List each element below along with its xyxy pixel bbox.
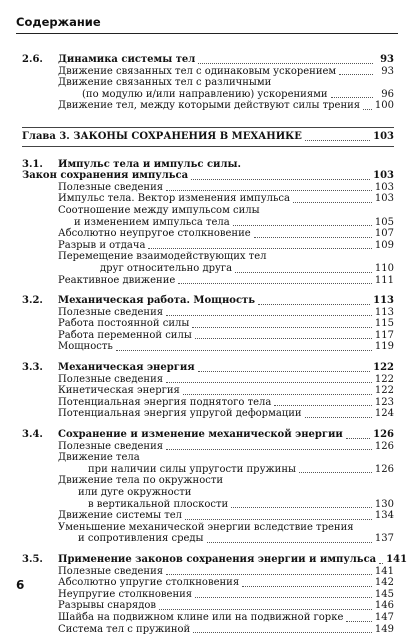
section-title: Сохранение и изменение механической энергии <box>58 429 343 441</box>
page-number: 122 <box>374 373 394 385</box>
leader-dots <box>293 202 372 203</box>
entry-title: Движение тел, между которыми действуют силы трения <box>58 100 361 112</box>
entry-title: Уменьшение механической энергии вследствие трения <box>58 521 354 533</box>
leader-dots <box>235 272 372 273</box>
page-folio: 6 <box>16 578 25 592</box>
leader-dots <box>166 449 372 450</box>
page-number: 103 <box>373 130 394 142</box>
toc-entry-continuation[interactable] <box>22 499 394 511</box>
section-number: 3.5. <box>22 553 43 565</box>
section-number: 2.6. <box>22 54 43 65</box>
divider <box>22 146 394 147</box>
page-number: 93 <box>381 65 394 77</box>
page-number: 119 <box>374 341 394 353</box>
page-number: 103 <box>374 181 394 193</box>
page-number: 123 <box>374 396 394 408</box>
toc-entry[interactable] <box>22 624 394 635</box>
leader-dots <box>274 405 372 406</box>
toc-entry-continuation[interactable] <box>22 487 394 499</box>
chapter-title: Глава 3. ЗАКОНЫ СОХРАНЕНИЯ В МЕХАНИКЕ <box>22 130 302 142</box>
section-title: Динамика системы тел <box>58 54 196 65</box>
header-title: Содержание <box>16 15 101 29</box>
entry-title: Импульс тела. Вектор изменения импульса <box>58 193 290 205</box>
page-number: 122 <box>374 385 394 397</box>
page-number: 105 <box>374 216 394 228</box>
entry-title: Абсолютно упругие столкновения <box>58 577 240 589</box>
leader-dots <box>339 74 373 75</box>
toc-section-3-1-cont[interactable] <box>22 170 394 182</box>
page-number: 142 <box>374 577 394 589</box>
page-number: 103 <box>373 170 394 182</box>
leader-dots <box>258 304 370 305</box>
toc-entry[interactable] <box>22 66 394 78</box>
page-number: 134 <box>374 510 394 522</box>
page-number: 103 <box>374 193 394 205</box>
toc-entry[interactable] <box>22 77 394 89</box>
toc-entry[interactable] <box>22 385 394 397</box>
entry-title: Абсолютно неупругое столкновение <box>58 228 251 240</box>
running-header <box>16 10 398 34</box>
entry-title: Движение связанных тел с одинаковым ускорением <box>58 65 337 77</box>
leader-dots <box>198 63 373 64</box>
leader-dots <box>192 327 372 328</box>
entry-title: Полезные сведения <box>58 565 164 577</box>
page-number: 110 <box>374 262 394 274</box>
section-number: 3.1. <box>22 158 43 170</box>
page-number: 115 <box>374 318 394 330</box>
table-of-contents <box>22 54 408 635</box>
leader-dots <box>299 472 372 473</box>
leader-dots <box>195 338 372 339</box>
toc-entry[interactable] <box>22 566 394 578</box>
entry-title: Мощность <box>58 341 113 353</box>
leader-dots <box>193 632 372 633</box>
entry-title: Реактивное движение <box>58 274 176 286</box>
toc-entry-continuation[interactable] <box>22 89 394 101</box>
entry-title: при наличии силы упругости пружины <box>88 463 296 475</box>
page-number: 113 <box>374 306 394 318</box>
toc-entry[interactable] <box>22 275 394 287</box>
toc-entry-continuation[interactable] <box>22 217 394 229</box>
toc-entry[interactable] <box>22 510 394 522</box>
toc-entry[interactable] <box>22 374 394 386</box>
toc-entry[interactable] <box>22 452 394 464</box>
entry-title: Перемещение взаимодействующих тел <box>58 251 267 263</box>
page-number: 100 <box>374 100 394 112</box>
toc-entry[interactable] <box>22 589 394 601</box>
entry-title: Движение тела <box>58 452 140 464</box>
leader-dots <box>233 225 372 226</box>
page-number: 107 <box>374 228 394 240</box>
entry-title: Потенциальная энергия упругой деформации <box>58 408 302 420</box>
toc-section-3-5[interactable] <box>22 553 408 566</box>
toc-entry[interactable] <box>22 600 394 612</box>
page-number: 126 <box>373 429 394 441</box>
section-number: 3.2. <box>22 295 43 307</box>
page-number: 126 <box>374 463 394 475</box>
leader-dots <box>254 237 372 238</box>
leader-dots <box>191 179 370 180</box>
toc-section-3-1[interactable] <box>22 159 394 171</box>
page-number: 145 <box>374 588 394 600</box>
toc-entry[interactable] <box>22 100 394 112</box>
leader-dots <box>346 438 370 439</box>
toc-entry[interactable] <box>22 182 394 194</box>
entry-title: Соотношение между импульсом силы <box>58 204 260 216</box>
toc-entry[interactable] <box>22 330 394 342</box>
entry-title: или дуге окружности <box>78 487 192 498</box>
page-number: 113 <box>373 295 394 307</box>
leader-dots <box>195 597 372 598</box>
section-title: Применение законов сохранения энергии и импульса <box>58 553 377 565</box>
leader-dots <box>166 190 372 191</box>
toc-entry[interactable] <box>22 397 394 409</box>
entry-title: Полезные сведения <box>58 373 164 385</box>
page-number: 149 <box>374 623 394 635</box>
leader-dots <box>166 315 372 316</box>
entry-title: Работа переменной силы <box>58 329 192 341</box>
entry-title: Система тел с пружиной <box>58 623 191 635</box>
page-number: 146 <box>374 600 394 612</box>
toc-section-3-2[interactable] <box>22 295 394 307</box>
toc-entry[interactable] <box>22 577 394 589</box>
toc-entry[interactable] <box>22 307 394 319</box>
toc-section-3-3[interactable] <box>22 362 394 374</box>
leader-dots <box>305 140 370 141</box>
toc-entry-continuation[interactable] <box>22 263 394 275</box>
leader-dots <box>207 542 372 543</box>
leader-dots <box>379 563 383 564</box>
page-number: 111 <box>374 274 394 286</box>
leader-dots <box>305 417 372 418</box>
leader-dots <box>183 394 372 395</box>
leader-dots <box>185 519 372 520</box>
toc-entry[interactable] <box>22 318 394 330</box>
entry-title: в вертикальной плоскости <box>88 498 229 510</box>
leader-dots <box>198 371 370 372</box>
toc-entry[interactable] <box>22 205 394 217</box>
leader-dots <box>166 382 372 383</box>
toc-entry[interactable] <box>22 240 394 252</box>
page-number: 141 <box>386 553 408 565</box>
leader-dots <box>346 621 372 622</box>
entry-title: друг относительно друга <box>100 262 233 274</box>
toc-section-2-6[interactable] <box>22 54 394 66</box>
leader-dots <box>231 507 372 508</box>
section-title: Импульс тела и импульс силы. <box>58 158 242 170</box>
toc-entry-continuation[interactable] <box>22 533 394 545</box>
leader-dots <box>159 609 372 610</box>
toc-entry-continuation[interactable] <box>22 464 394 476</box>
divider <box>22 127 394 128</box>
page-number: 96 <box>381 88 394 100</box>
toc-entry[interactable] <box>22 475 394 487</box>
page-number: 124 <box>374 408 394 420</box>
entry-title: и сопротивления среды <box>78 533 204 545</box>
page-number: 130 <box>374 498 394 510</box>
page-number: 122 <box>373 362 394 374</box>
page-number: 141 <box>374 565 394 577</box>
page-number: 93 <box>380 54 394 65</box>
entry-title: (по модулю и/или направлению) ускорениями <box>82 88 328 100</box>
page-number: 126 <box>374 440 394 452</box>
toc-chapter-3[interactable] <box>22 131 394 143</box>
entry-title: Движение связанных тел с различными <box>58 77 272 89</box>
toc-section-3-4[interactable] <box>22 429 394 441</box>
section-title: Механическая работа. Мощность <box>58 295 256 307</box>
section-title: Механическая энергия <box>58 362 195 374</box>
toc-entry[interactable] <box>22 341 394 353</box>
toc-entry[interactable] <box>22 612 394 624</box>
toc-entry[interactable] <box>22 193 394 205</box>
page-number: 137 <box>374 533 394 545</box>
toc-entry[interactable] <box>22 228 394 240</box>
entry-title: и изменением импульса тела <box>74 216 230 228</box>
entry-title: Неупругие столкновения <box>58 588 193 600</box>
entry-title: Полезные сведения <box>58 306 164 318</box>
entry-title: Полезные сведения <box>58 440 164 452</box>
toc-entry[interactable] <box>22 522 394 534</box>
page-number: 109 <box>374 239 394 251</box>
toc-entry[interactable] <box>22 441 394 453</box>
page-number: 147 <box>374 611 394 623</box>
leader-dots <box>148 248 372 249</box>
entry-title: Кинетическая энергия <box>58 385 180 397</box>
entry-title: Потенциальная энергия поднятого тела <box>58 396 272 408</box>
section-number: 3.4. <box>22 429 43 441</box>
toc-entry[interactable] <box>22 251 394 263</box>
entry-title: Шайба на подвижном клине или на подвижной горке <box>58 611 344 623</box>
section-number: 3.3. <box>22 362 43 374</box>
entry-title: Работа постоянной силы <box>58 318 190 330</box>
leader-dots <box>116 350 372 351</box>
entry-title: Разрывы снарядов <box>58 600 157 612</box>
section-title-continuation: Закон сохранения импульса <box>22 170 189 182</box>
entry-title: Полезные сведения <box>58 181 164 193</box>
leader-dots <box>178 283 372 284</box>
entry-title: Разрыв и отдача <box>58 239 146 251</box>
toc-entry[interactable] <box>22 408 394 420</box>
leader-dots <box>166 574 372 575</box>
page-number: 117 <box>374 329 394 341</box>
entry-title: Движение тела по окружности <box>58 475 224 487</box>
leader-dots <box>242 586 372 587</box>
leader-dots <box>363 109 372 110</box>
leader-dots <box>331 97 373 98</box>
entry-title: Движение системы тел <box>58 510 183 522</box>
